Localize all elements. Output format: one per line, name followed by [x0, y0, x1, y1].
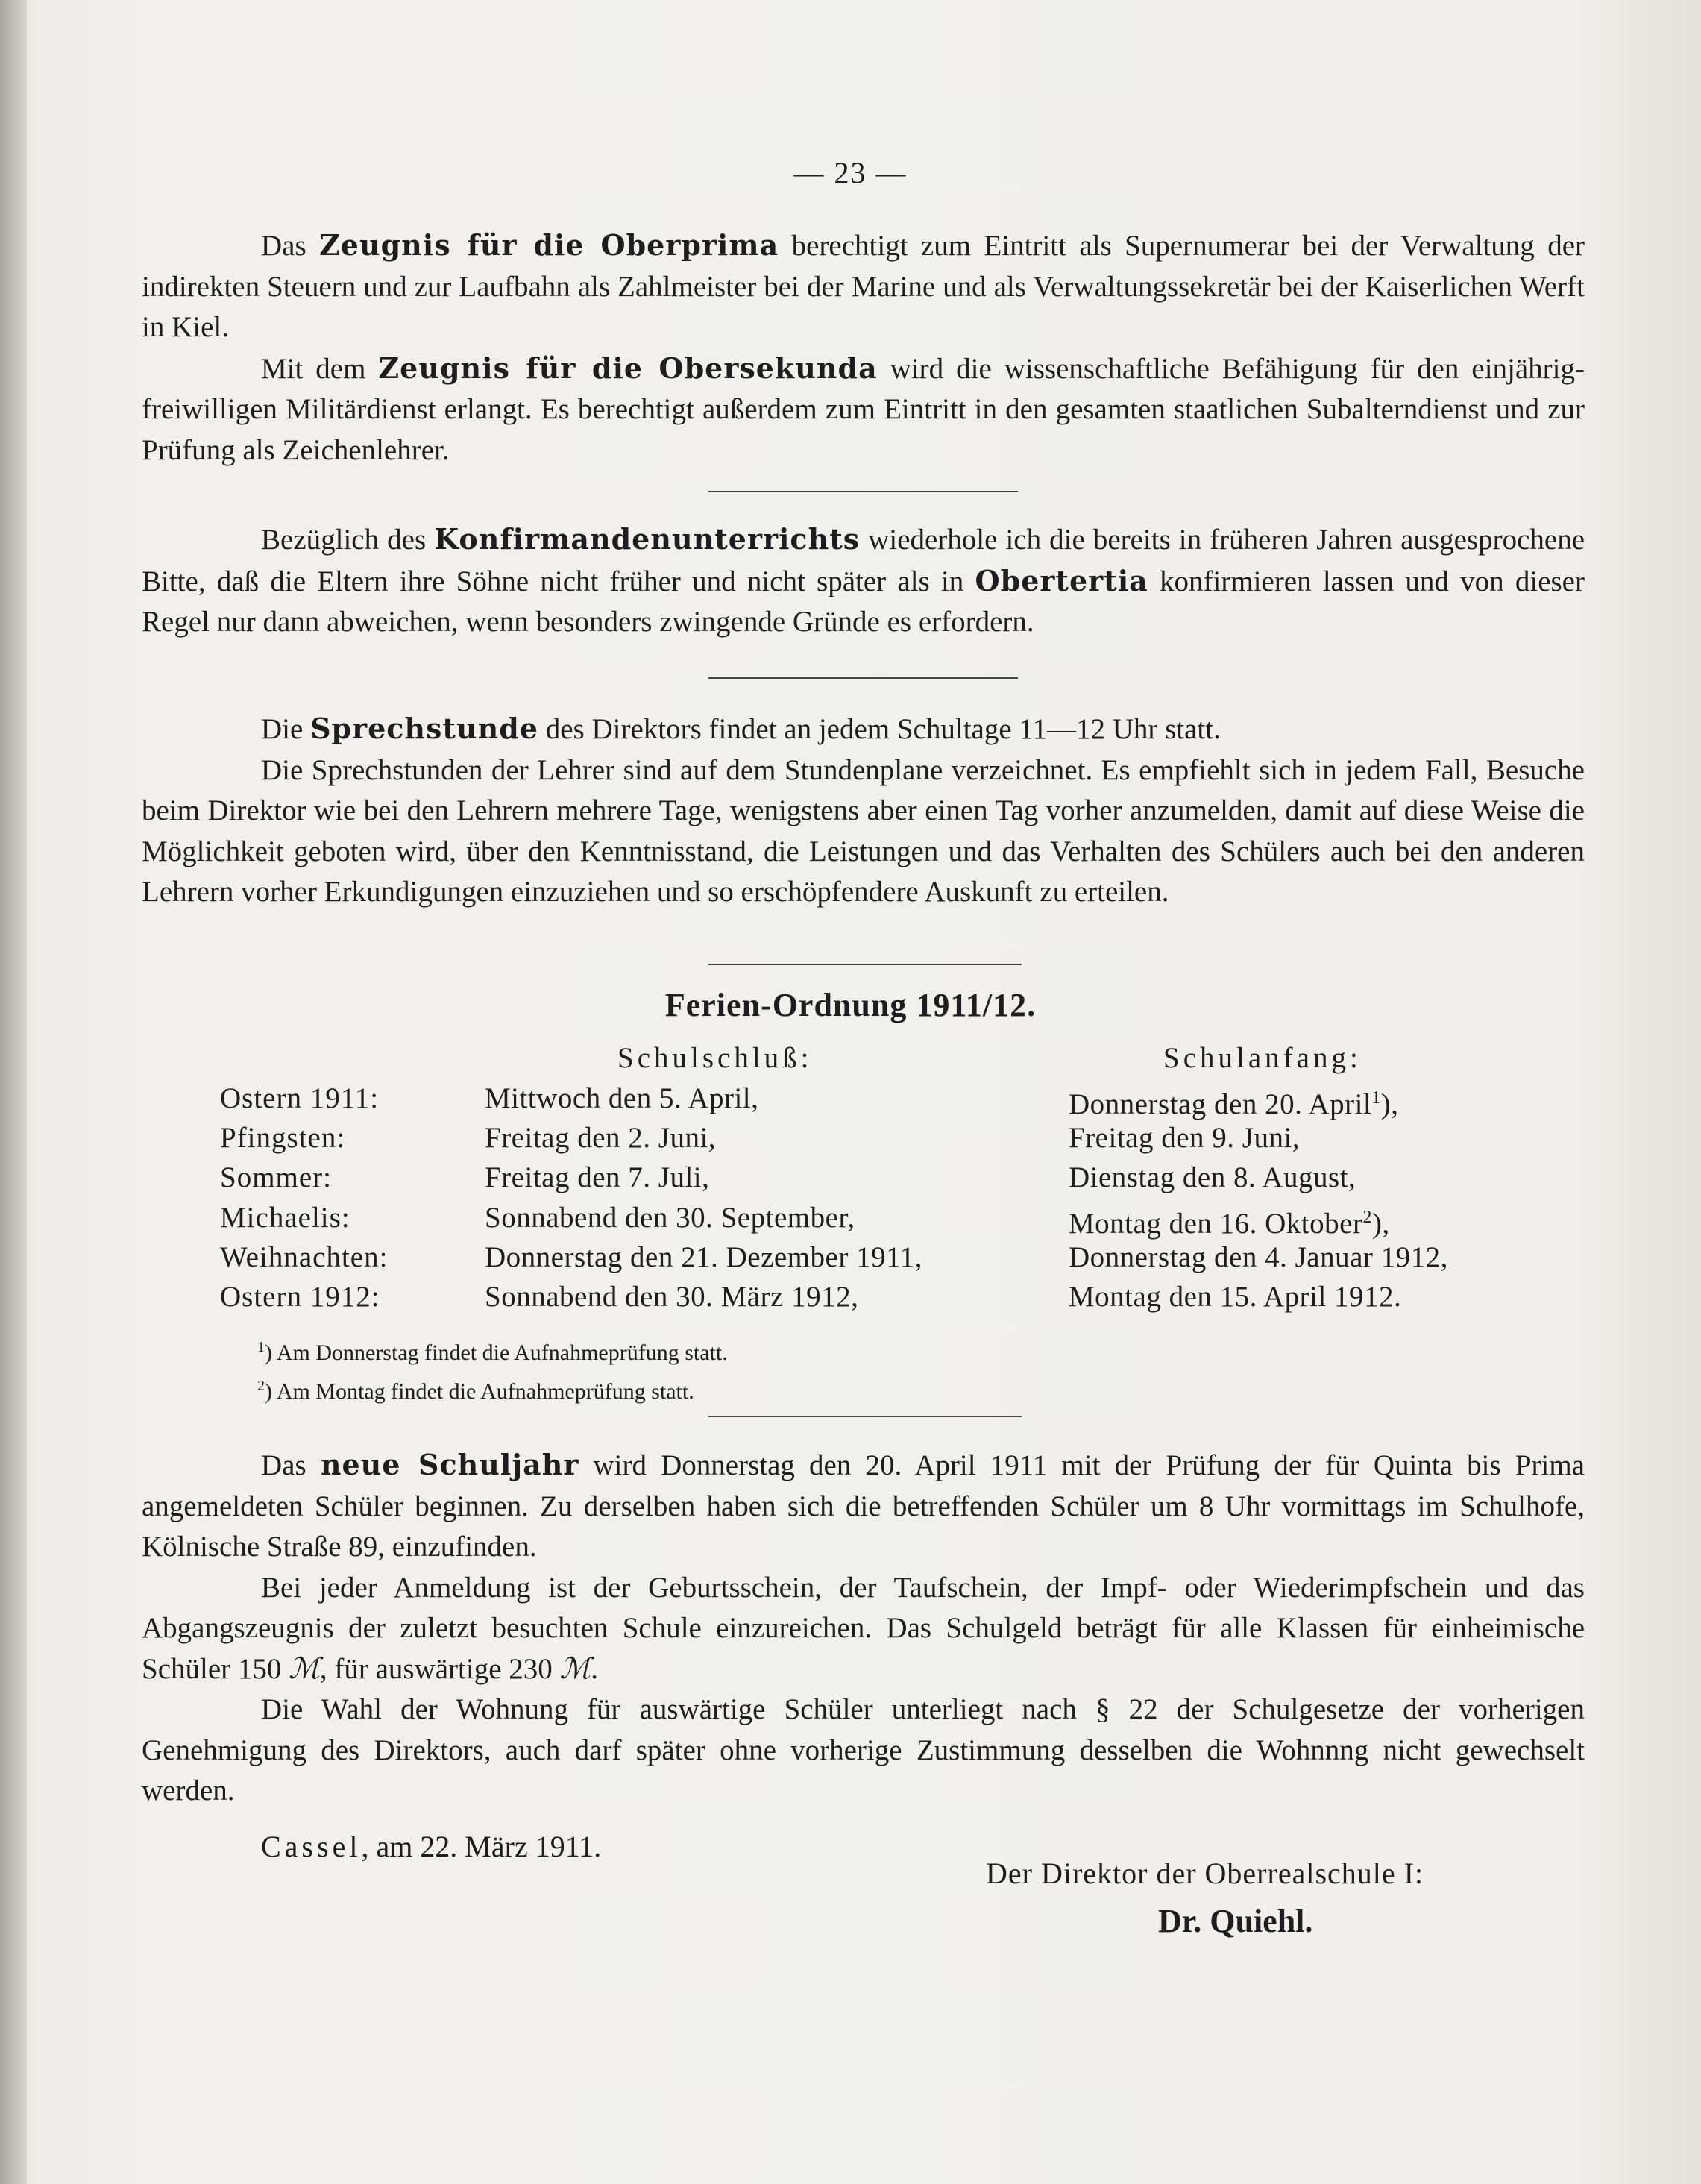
schulanfang-date: Dienstag den 8. August, — [1069, 1161, 1356, 1194]
ferien-schedule-table — [0, 1079, 1701, 1317]
section-schuljahr — [142, 1445, 1585, 1812]
table-row — [0, 1158, 1701, 1197]
paragraph-sprechstunden-lehrer: Die Sprechstunden der Lehrer sind auf dem Stundenplane verzeichnet. Es empfiehlt sich in jedem Fall, Besuche beim Direktor wie bei den Lehrern mehrere Tage, wenigstens aber einen Tag vorher anzumelden, damit auf diese Weise die Möglichkeit geboten wird, über den Kenntnisstand, die Leistungen und das Verhalten des Schülers auch bei den anderen Lehrern vorher Erkundigungen einzuziehen und so erschöpfendere Auskunft zu erteilen. — [142, 753, 1585, 908]
bold-konfirmandenunterricht: Konfirmandenunterrichts — [434, 522, 861, 556]
bold-obertertia: Obertertia — [975, 563, 1148, 597]
section-zeugnisse — [142, 225, 1585, 471]
bold-zeugnis-obersekunda: Zeugnis für die Obersekunda — [378, 351, 878, 385]
holiday-label: Weihnachten: — [220, 1240, 389, 1273]
paragraph-neues-schuljahr: Das neue Schuljahr wird Donnerstag den 20. April 1911 mit der Prüfung der für Quinta bis Prima angemeldeten Schüler beginnen. Zu derselben haben sich die betreffenden Schüler um 8 Uhr vormittags im Schulhofe, Kölnische Straße 89, einzufinden. — [142, 1448, 1585, 1563]
table-row — [0, 1079, 1701, 1118]
page-number: — 23 — — [793, 156, 908, 189]
signature-title: Der Direktor der Oberrealschule I: — [986, 1857, 1424, 1890]
divider-rule — [708, 491, 1018, 492]
divider-rule — [708, 1416, 1022, 1417]
schulschluss-date: Donnerstag den 21. Dezember 1911, — [485, 1240, 922, 1273]
paragraph-wohnung: Die Wahl der Wohnung für auswärtige Schüler unterliegt nach § 22 der Schulgesetze der vorherigen Genehmigung des Direktors, auch darf später ohne vorherige Zustimmung desselben die Wohnnng nicht gewechselt werden. — [142, 1693, 1585, 1807]
footnote-ref: 2 — [1362, 1207, 1372, 1227]
section-sprechstunde — [142, 709, 1585, 913]
paragraph-obersekunda: Mit dem Zeugnis für die Obersekunda wird die wissenschaftliche Befähigung für den einjährig-freiwilligen Militärdienst erlangt. Es berechtigt außerdem zum Eintritt in den gesamten staatlichen Subalterndienst und zur Prüfung als Zeichenlehrer. — [142, 351, 1585, 466]
schulschluss-date: Mittwoch den 5. April, — [485, 1082, 759, 1114]
holiday-label: Michaelis: — [220, 1201, 350, 1234]
column-header-schulschluss: Schulschluß: — [617, 1042, 813, 1074]
bold-neue-schuljahr: neue Schuljahr — [320, 1448, 579, 1481]
table-row — [0, 1277, 1701, 1317]
holiday-label: Ostern 1911: — [220, 1082, 380, 1114]
paragraph-anmeldung: Bei jeder Anmeldung ist der Geburtsschein, der Taufschein, der Impf- oder Wiederimpfschein und das Abgangszeugnis der zuletzt besuchten Schule einzureichen. Das Schulgeld beträgt für alle Klassen für einheimische Schüler 150 ℳ, für auswärtige 230 ℳ. — [142, 1571, 1585, 1685]
table-row — [0, 1198, 1701, 1240]
footnotes — [257, 1331, 728, 1408]
schulschluss-date: Sonnabend den 30. März 1912, — [485, 1280, 859, 1313]
schulschluss-date: Freitag den 7. Juli, — [485, 1161, 710, 1194]
holiday-label: Ostern 1912: — [220, 1280, 380, 1313]
column-header-schulanfang: Schulanfang: — [1163, 1042, 1362, 1074]
holiday-label: Pfingsten: — [220, 1122, 346, 1155]
signature-name: Dr. Quiehl. — [1158, 1903, 1313, 1939]
section-konfirmanden — [142, 519, 1585, 643]
schulschluss-date: Freitag den 2. Juni, — [485, 1122, 717, 1155]
schulanfang-date: Montag den 15. April 1912. — [1069, 1280, 1402, 1313]
paragraph-oberprima: Das Zeugnis für die Oberprima berechtigt zum Eintritt als Supernumerar bei der Verwaltung der indirekten Steuern und zur Laufbahn als Zahlmeister bei der Marine und als Verwaltungssekretär bei der Kaiserlichen Werft in Kiel. — [142, 228, 1585, 343]
schulschluss-date: Sonnabend den 30. September, — [485, 1201, 855, 1234]
bold-zeugnis-oberprima: Zeugnis für die Oberprima — [319, 228, 779, 262]
footnote-ref: 1 — [1371, 1088, 1381, 1108]
dateline: Cassel, am 22. März 1911. — [261, 1830, 602, 1863]
bold-sprechstunde: Sprechstunde — [310, 712, 538, 745]
table-row — [0, 1118, 1701, 1158]
schulanfang-date: Freitag den 9. Juni, — [1069, 1122, 1301, 1155]
schulanfang-date: Montag den 16. Oktober$^2$), — [1069, 1207, 1390, 1240]
holiday-label: Sommer: — [220, 1161, 332, 1194]
divider-rule — [708, 677, 1018, 679]
ferien-ordnung-title: Ferien-Ordnung 1911/12. — [664, 987, 1037, 1023]
footnote: $^2$) Am Montag findet die Aufnahmeprüfung statt. — [257, 1378, 694, 1404]
footnote: $^1$) Am Donnerstag findet die Aufnahmeprüfung statt. — [257, 1339, 728, 1365]
schulanfang-date: Donnerstag den 4. Januar 1912, — [1069, 1240, 1448, 1273]
schulanfang-date: Donnerstag den 20. April$^1$), — [1069, 1088, 1399, 1120]
paragraph-sprechstunde: Die Sprechstunde des Direktors findet an jedem Schultage 11—12 Uhr statt. — [261, 712, 1221, 745]
paragraph-konfirmandenunterricht: Bezüglich des Konfirmandenunterrichts wiederhole ich die bereits in früheren Jahren ausgesprochene Bitte, daß die Eltern ihre Söhne nicht früher und nicht später als in Obertertia konfirmieren lassen und von dieser Regel nur dann abweichen, wenn besonders zwingende Gründe es erfordern. — [142, 522, 1585, 638]
divider-rule — [708, 964, 1022, 965]
table-row — [0, 1237, 1701, 1277]
